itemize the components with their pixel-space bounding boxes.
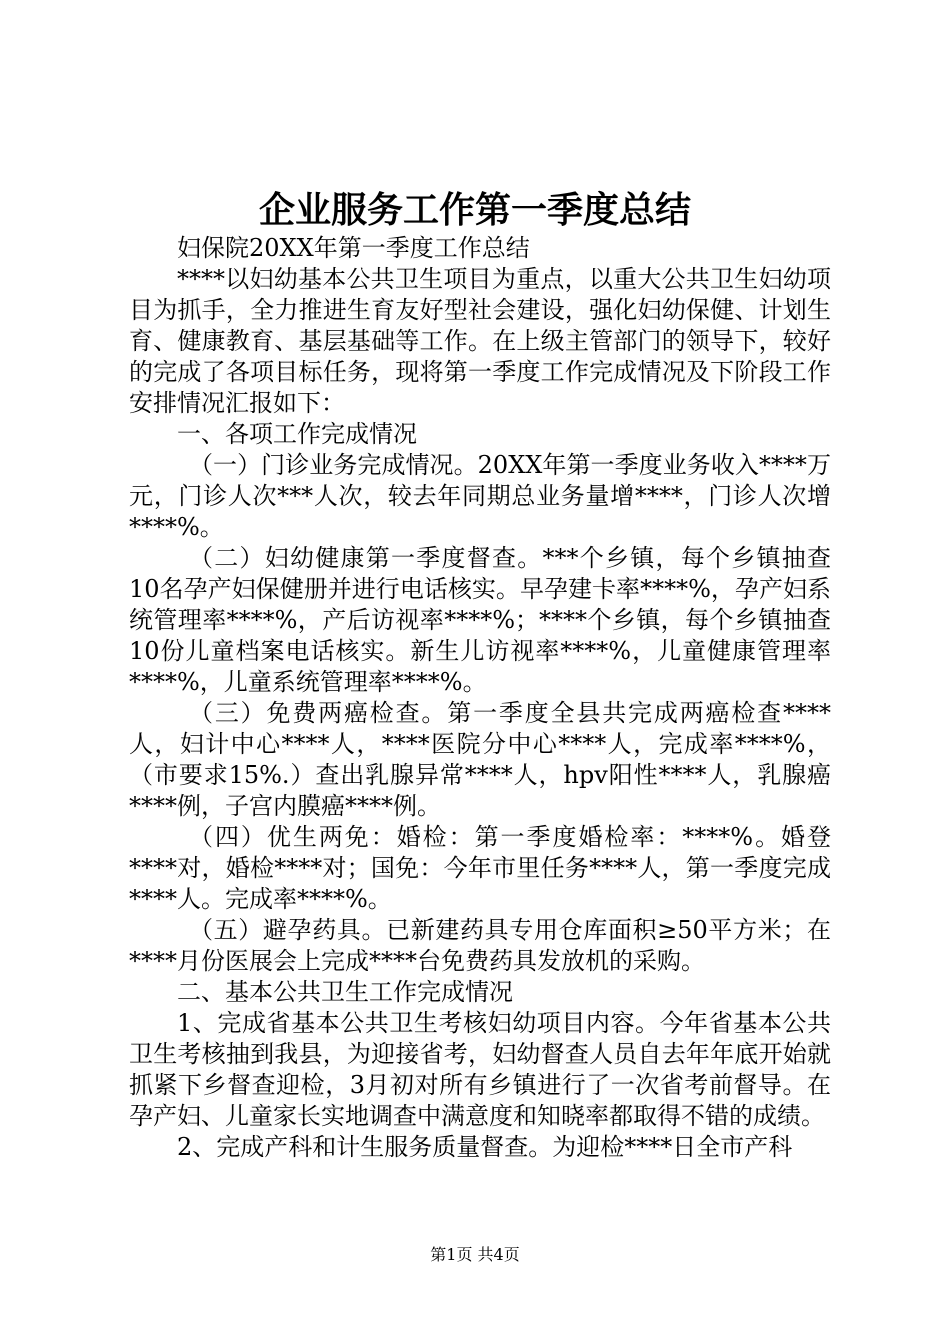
paragraph-item-4: （四）优生两免：婚检：第一季度婚检率：****%。婚登****对，婚检****对；国免：今年市里任务****人，第一季度完成****人。完成率****%。: [129, 823, 831, 913]
paragraph-item-3: （三）免费两癌检查。第一季度全县共完成两癌检查****人，妇计中心****人，****医院分中心****人，完成率****%，（市要求15%.）查出乳腺异常****人，hpv阳性****人，乳腺癌****例，子宫内膜癌****例。: [129, 699, 831, 820]
section-heading-1: 一、各项工作完成情况: [177, 420, 417, 448]
paragraph-intro: ****以妇幼基本公共卫生项目为重点，以重大公共卫生妇幼项目为抓手，全力推进生育友好型社会建设，强化妇幼保健、计划生育、健康教育、基层基础等工作。在上级主管部门的领导下，较好的完成了各项目标任务，现将第一季度工作完成情况及下阶段工作安排情况汇报如下：: [129, 265, 831, 417]
paragraph-public-health-2: 2、完成产科和计生服务质量督查。为迎检****日全市产科: [177, 1133, 793, 1161]
paragraph-item-5: （五）避孕药具。已新建药具专用仓库面积≥50平方米；在****月份医展会上完成****台免费药具发放机的采购。: [129, 916, 831, 975]
section-heading-2: 二、基本公共卫生工作完成情况: [177, 978, 513, 1006]
paragraph-item-2: （二）妇幼健康第一季度督查。***个乡镇，每个乡镇抽查10名孕产妇保健册并进行电话核实。早孕建卡率****%，孕产妇系统管理率****%，产后访视率****%；****个乡镇，每个乡镇抽查10份儿童档案电话核实。新生儿访视率****%，儿童健康管理率****%，儿童系统管理率****%。: [129, 544, 831, 696]
page-footer: 第1页 共4页: [430, 1245, 520, 1264]
paragraph-item-1: （一）门诊业务完成情况。20XX年第一季度业务收入****万元，门诊人次***人次，较去年同期总业务量增****，门诊人次增****%。: [129, 451, 831, 541]
paragraph-public-health-1: 1、完成省基本公共卫生考核妇幼项目内容。今年省基本公共卫生考核抽到我县，为迎接省考，妇幼督查人员自去年年底开始就抓紧下乡督查迎检，3月初对所有乡镇进行了一次省考前督导。在孕产妇、儿童家长实地调查中满意度和知晓率都取得不错的成绩。: [129, 1009, 831, 1130]
paragraph-subtitle: 妇保院20XX年第一季度工作总结: [177, 234, 530, 262]
document-title: 企业服务工作第一季度总结: [258, 189, 691, 231]
document-body: [129, 233, 831, 1163]
